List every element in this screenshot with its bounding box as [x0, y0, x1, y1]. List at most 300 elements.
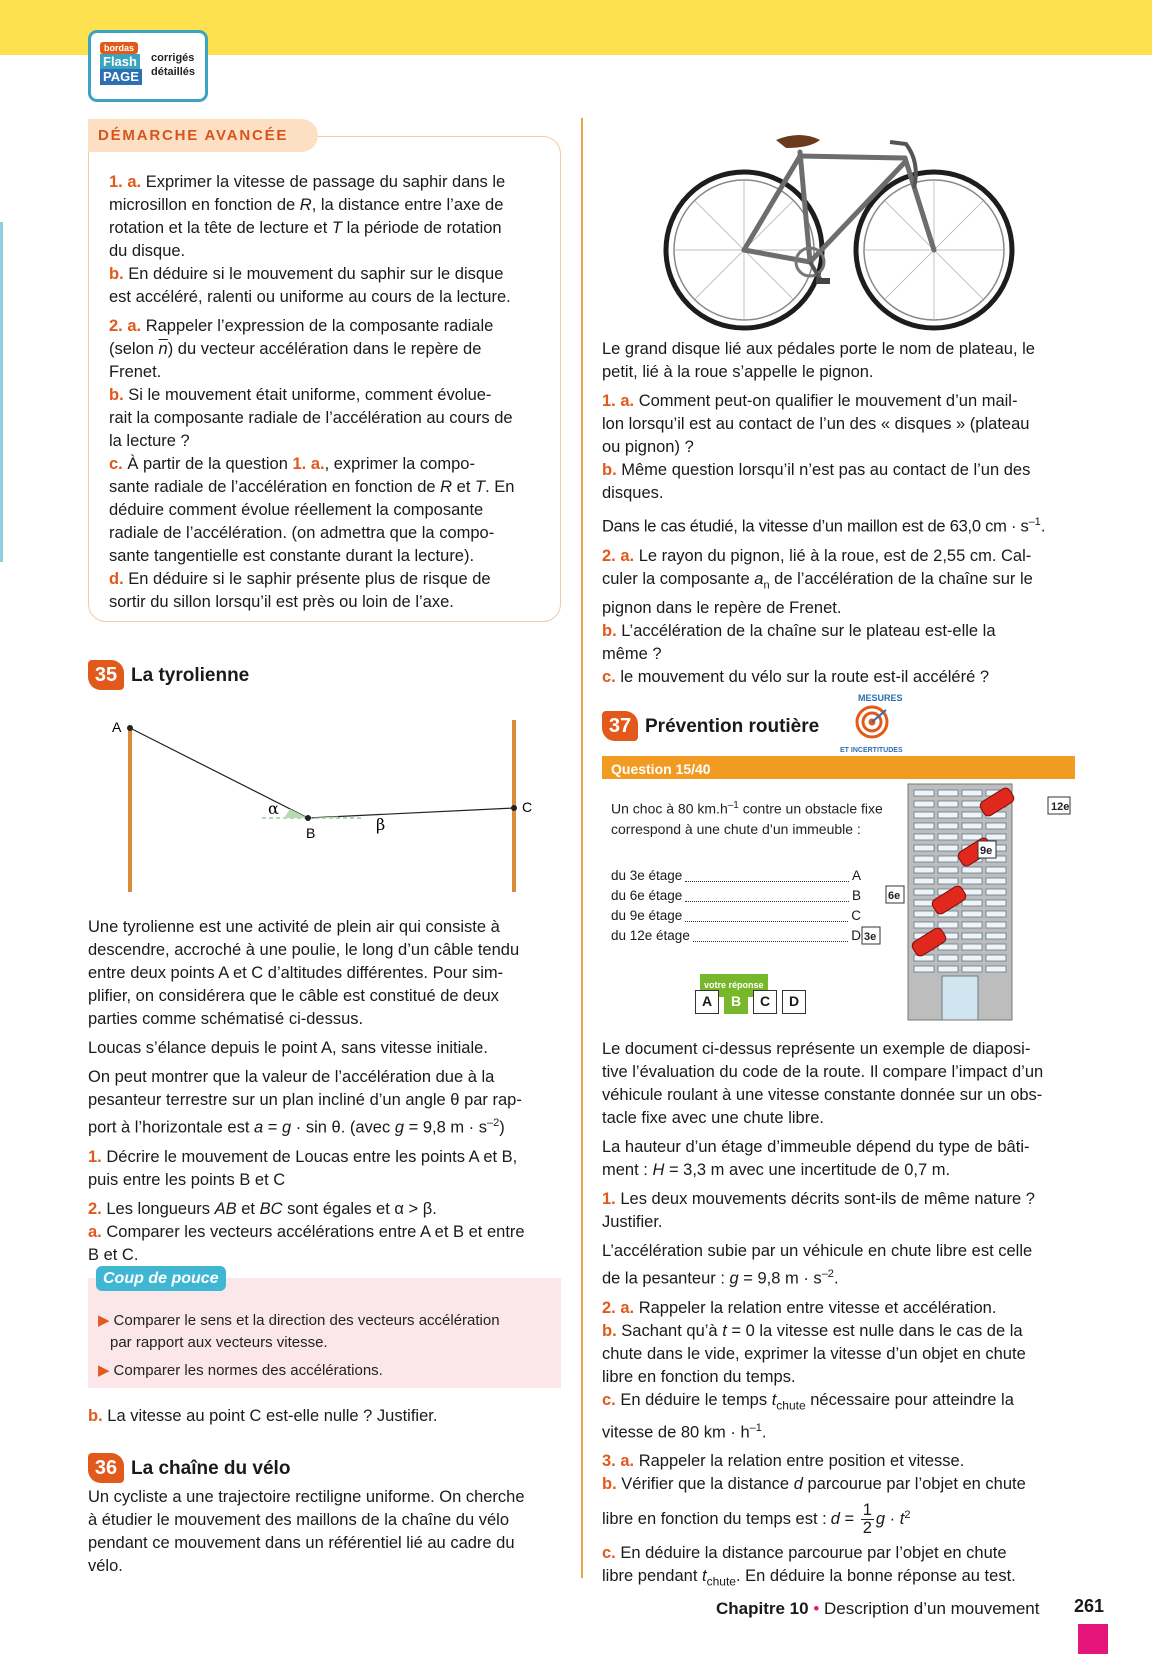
label-c: C: [522, 799, 533, 815]
building-window: [986, 922, 1006, 928]
point-b: [305, 815, 311, 821]
option-text: du 6e étage: [611, 888, 683, 903]
text: disques.: [602, 484, 664, 502]
column-divider: [581, 118, 583, 1578]
building-window: [962, 801, 982, 807]
ex36-q2a: [602, 545, 1075, 620]
text: tive l’évaluation du code de la route. Il compare l’impact d’un: [602, 1063, 1044, 1081]
var: d: [830, 1509, 840, 1528]
tyrolienne-figure: [100, 712, 560, 897]
building-window: [962, 900, 982, 906]
hint-2: [98, 1360, 383, 1382]
demarche-q2b: [109, 384, 539, 453]
building-window: [914, 922, 934, 928]
q-num: 2. a.: [109, 317, 142, 335]
ex35-p2: Loucas s’élance depuis le point A, sans vitesse initiale.: [88, 1039, 488, 1057]
quiz-question: [611, 796, 883, 839]
text: chute dans le vide, exprimer la vitesse d’un objet en chute: [602, 1344, 1026, 1363]
text: ·: [885, 1509, 900, 1528]
building-window: [938, 955, 958, 961]
var: AB: [214, 1199, 237, 1218]
q-num: b.: [109, 265, 124, 283]
ex37-body: [602, 1038, 1075, 1594]
text: Comparer le sens et la direction des vecteurs accélération: [113, 1312, 500, 1329]
building-window: [914, 889, 934, 895]
text: ou pignon) ?: [602, 438, 694, 456]
text: , la distance entre l’axe de: [311, 196, 504, 214]
var: a: [254, 1118, 264, 1137]
var: g: [394, 1118, 405, 1137]
building-window: [986, 878, 1006, 884]
ex37-header: [602, 711, 819, 741]
text: En déduire si le mouvement du saphir sur le disque: [128, 265, 504, 283]
building-window: [938, 834, 958, 840]
exponent: –2: [821, 1268, 834, 1280]
building-window: [986, 823, 1006, 829]
page-footer: [716, 1597, 1039, 1620]
ex36-title: La chaîne du vélo: [131, 1457, 291, 1479]
exponent: 2: [904, 1509, 911, 1522]
ex36-q1b: [602, 459, 1075, 505]
text: À partir de la question: [127, 455, 293, 473]
ex37-q2a: [602, 1297, 1075, 1320]
q-num: 2.: [88, 1199, 102, 1218]
text: B et C.: [88, 1245, 139, 1264]
q-num: b.: [602, 1475, 617, 1494]
text: libre en fonction du temps.: [602, 1367, 796, 1386]
ex36-number: 36: [88, 1453, 124, 1483]
text: de la pesanteur :: [602, 1269, 730, 1288]
building-window: [914, 867, 934, 873]
exponent: –1: [727, 800, 739, 811]
answer-box-d[interactable]: D: [782, 990, 806, 1014]
text: = 0 la vitesse est nulle dans le cas de la: [726, 1321, 1023, 1340]
ex36-p3: [602, 511, 1075, 539]
option-letter: C: [851, 908, 861, 923]
point-a: [127, 725, 133, 731]
text: Frenet.: [109, 363, 162, 381]
building-illustration: [864, 784, 1074, 1021]
building-window: [914, 955, 934, 961]
text: même ?: [602, 644, 662, 663]
building-window: [938, 878, 958, 884]
text: radiale de l’accélération. (on admettra que la compo-: [109, 524, 495, 542]
building-window: [938, 922, 958, 928]
text: culer la composante: [602, 569, 755, 588]
footer-chapter: Chapitre 10: [716, 1599, 809, 1618]
badge-top-text: MESURES: [858, 693, 903, 703]
building-window: [938, 823, 958, 829]
var: t: [702, 1567, 707, 1586]
building-window: [986, 867, 1006, 873]
text: Dans le cas étudié, la vitesse d’un maillon est de 63,0 cm · s: [602, 517, 1029, 536]
q-num: 1.: [602, 1190, 616, 1208]
var: t: [899, 1509, 905, 1528]
text: Si le mouvement était uniforme, comment évolue-: [128, 386, 492, 404]
text: Le grand disque lié aux pédales porte le nom de plateau, le: [602, 340, 1035, 358]
text: libre pendant: [602, 1567, 702, 1586]
text: (selon: [109, 340, 159, 358]
q-num: b.: [602, 461, 617, 479]
building-window: [938, 845, 958, 851]
text: . En déduire la bonne réponse au test.: [735, 1567, 1016, 1586]
floor-9-label: 9e: [980, 845, 993, 857]
text: rait la composante radiale de l’accélération au cours de: [109, 409, 513, 427]
text: vitesse de 80 km · h: [602, 1423, 750, 1442]
bike-frame: [744, 152, 934, 262]
demarche-box: [88, 127, 561, 622]
text: et: [452, 478, 475, 496]
label-a: A: [112, 719, 122, 735]
quiz-header: Question 15/40: [602, 756, 1075, 779]
q-num: a.: [88, 1222, 102, 1241]
text: pignon dans le repère de Frenet.: [602, 598, 842, 617]
margin-strip: [0, 222, 3, 562]
q-num: c.: [109, 455, 123, 473]
text: ment :: [602, 1161, 653, 1179]
building-window: [962, 878, 982, 884]
saddle: [776, 135, 820, 148]
text: est accéléré, ralenti ou uniforme au cours de la lecture.: [109, 288, 511, 306]
option-text: du 12e étage: [611, 928, 690, 943]
ex37-p2: [602, 1136, 1075, 1182]
building-window: [962, 834, 982, 840]
ex36-p2: [602, 338, 1075, 384]
building-window: [986, 966, 1006, 972]
subscript: n: [763, 578, 770, 591]
exponent: –1: [749, 1421, 762, 1434]
text: sante radiale de l’accélération en fonction de: [109, 478, 441, 496]
ex37-q2c: [602, 1389, 1075, 1445]
ex36-q2c: [602, 666, 1075, 689]
text: nécessaire pour atteindre la: [805, 1390, 1014, 1409]
text: par rapport aux vecteurs vitesse.: [110, 1334, 328, 1351]
text: Le rayon du pignon, lié à la roue, est de 2,55 cm. Cal-: [638, 546, 1032, 565]
q-num: 3. a.: [602, 1452, 635, 1471]
text: Comparer les vecteurs accélérations entre A et B et entre: [106, 1222, 525, 1241]
building-window: [962, 933, 982, 939]
var: t: [771, 1390, 777, 1409]
text: sortir du sillon lorsqu’il est près ou loin de l’axe.: [109, 593, 454, 611]
text: la lecture ?: [109, 432, 190, 450]
demarche-content: [109, 171, 539, 614]
building-window: [962, 922, 982, 928]
building-window: [914, 834, 934, 840]
text: libre en fonction du temps est :: [602, 1509, 827, 1528]
building-window: [962, 966, 982, 972]
building-window: [938, 801, 958, 807]
text: Les longueurs: [106, 1199, 215, 1218]
ex36-header: [88, 1453, 290, 1483]
ex36-body: [602, 338, 1075, 689]
building-window: [914, 845, 934, 851]
footer-title: Description d’un mouvement: [824, 1599, 1040, 1618]
q-num: 1. a.: [602, 392, 635, 410]
text: véhicule roulant à une vitesse constante donnée sur un obs-: [602, 1086, 1043, 1104]
ex36-q2b: [602, 620, 1075, 666]
demarche-tag: DÉMARCHE AVANCÉE: [88, 119, 318, 152]
building-window: [914, 966, 934, 972]
bullet-triangle-icon: ▶: [98, 1362, 110, 1379]
text: L’accélération de la chaîne sur le plateau est-elle la: [621, 621, 996, 640]
text: , exprimer la compo-: [324, 455, 475, 473]
text: .: [761, 1423, 767, 1442]
q-num: b.: [88, 1407, 103, 1425]
mesures-incertitudes-badge: [838, 688, 906, 756]
subscript: chute: [776, 1397, 806, 1412]
option-letter: A: [851, 868, 861, 883]
building-window: [986, 944, 1006, 950]
building-window: [914, 812, 934, 818]
fraction-denominator: 2: [862, 1518, 872, 1537]
text: descendre, accroché à une poulie, le long d’un câble tendu: [88, 941, 520, 959]
text: Rappeler la relation entre position et vitesse.: [638, 1452, 965, 1471]
building-window: [962, 812, 982, 818]
answer-box-c[interactable]: C: [753, 990, 777, 1014]
text: Rappeler la relation entre vitesse et accélération.: [638, 1298, 997, 1317]
text: lon lorsqu’il est au contact de l’un des « disques » (plateau: [602, 415, 1030, 433]
bicycle-image: [660, 122, 1020, 340]
building-window: [986, 911, 1006, 917]
text: Rappeler l’expression de la composante radiale: [145, 317, 494, 335]
text: à étudier le mouvement des maillons de la chaîne du vélo: [88, 1511, 509, 1529]
quiz-option-d: [611, 924, 861, 947]
q-num: c.: [602, 1544, 616, 1563]
text: .: [833, 1269, 839, 1288]
text: La vitesse au point C est-elle nulle ? Justifier.: [107, 1407, 438, 1425]
answer-box-b[interactable]: B: [724, 990, 748, 1014]
q-num: d.: [109, 570, 124, 588]
fraction-numerator: 1: [862, 1500, 872, 1519]
free-fall-equation: [602, 1496, 1075, 1542]
text: sont égales et α > β.: [282, 1199, 437, 1218]
logo-page: PAGE: [100, 69, 142, 85]
building-window: [962, 955, 982, 961]
label-beta: β: [376, 815, 386, 834]
text: =: [839, 1509, 859, 1528]
building-window: [938, 856, 958, 862]
text: parcourue par l’objet en chute: [802, 1475, 1026, 1494]
text: Comment peut-on qualifier le mouvement d’un mail-: [638, 392, 1018, 410]
floor-12-label: 12e: [1051, 801, 1070, 813]
building-window: [914, 911, 934, 917]
flash-page-logo[interactable]: [88, 30, 208, 102]
q-num: 2. a.: [602, 1298, 635, 1317]
building-window: [914, 790, 934, 796]
page-number: 261: [1074, 1596, 1105, 1616]
ex36-intro: [88, 1486, 561, 1578]
text: le mouvement du vélo sur la route est-il accéléré ?: [620, 667, 990, 686]
var: BC: [259, 1199, 283, 1218]
text: Sachant qu’à: [621, 1321, 723, 1340]
ex37-q3b: [602, 1473, 1075, 1542]
var: R: [299, 196, 312, 214]
ex35-qa: [88, 1221, 561, 1267]
text: pendant ce mouvement dans un référentiel lié au cadre du: [88, 1534, 515, 1552]
logo-corriges-line1: corrigés: [151, 52, 195, 64]
text: correspond à une chute d’un immeuble :: [611, 820, 861, 837]
q-num: c.: [602, 667, 616, 686]
text: ) du vecteur accélération dans le repère de: [167, 340, 482, 358]
page-corner-tab: [1078, 1624, 1108, 1654]
text: Un choc à 80 km.h: [611, 800, 728, 817]
ex35-q1: [88, 1146, 561, 1192]
fraction: [861, 1502, 874, 1537]
text: =: [263, 1118, 283, 1137]
text: plifier, on considérera que le câble est constitué de deux: [88, 987, 499, 1005]
ex35-qb: [88, 1405, 561, 1428]
exponent: –1: [1028, 516, 1041, 528]
text: · sin θ. (avec: [291, 1118, 395, 1137]
footer-bullet: •: [813, 1599, 820, 1618]
demarche-q1a: [109, 171, 539, 263]
text: Exprimer la vitesse de passage du saphir dans le: [145, 173, 506, 191]
text: En déduire le temps: [620, 1390, 772, 1409]
q-num: b.: [109, 386, 124, 404]
text: = 9,8 m · s: [404, 1118, 487, 1137]
building-window: [986, 933, 1006, 939]
text: pesanteur terrestre sur un plan incliné d’un angle θ par rap-: [88, 1091, 522, 1109]
floor-6-label: 6e: [888, 890, 901, 902]
ex35-p1: [88, 916, 561, 1031]
ex35-title: La tyrolienne: [131, 664, 250, 686]
building-window: [962, 790, 982, 796]
var: H: [652, 1161, 665, 1179]
exponent: –2: [487, 1117, 500, 1129]
text: contre un obstacle fixe: [738, 800, 883, 817]
ex37-title: Prévention routière: [645, 715, 820, 737]
ex37-q3c: [602, 1542, 1075, 1593]
alpha-angle-mark: [284, 809, 308, 818]
text: de l’accélération de la chaîne sur le: [769, 569, 1033, 588]
text: Même question lorsqu’il n’est pas au contact de l’un des: [621, 461, 1031, 479]
var: g: [875, 1509, 886, 1528]
q-num: 1.: [88, 1147, 102, 1166]
text: Une tyrolienne est une activité de plein air qui consiste à: [88, 918, 500, 936]
text: port à l’horizontale est: [88, 1118, 255, 1137]
ex35-p3: [88, 1066, 561, 1140]
option-letter: D: [851, 928, 861, 943]
building-door: [942, 976, 978, 1020]
text: = 9,8 m · s: [738, 1269, 822, 1288]
q-num: b.: [602, 621, 617, 640]
ex36-q1a: [602, 390, 1075, 459]
option-text: du 9e étage: [611, 908, 683, 923]
text: microsillon en fonction de: [109, 196, 300, 214]
building-window: [986, 834, 1006, 840]
text: .: [1040, 517, 1046, 536]
text: Les deux mouvements décrits sont-ils de même nature ?: [620, 1190, 1035, 1208]
text: L’accélération subie par un véhicule en chute libre est celle: [602, 1242, 1033, 1260]
building-window: [962, 867, 982, 873]
building-window: [914, 823, 934, 829]
ex37-number: 37: [602, 711, 638, 741]
text: Comparer les normes des accélérations.: [113, 1362, 383, 1379]
text: ): [499, 1118, 505, 1137]
text: du disque.: [109, 242, 186, 260]
text: . En: [485, 478, 515, 496]
ex35-body: [88, 916, 561, 1267]
logo-bordas: bordas: [100, 42, 138, 54]
demarche-q1b: [109, 263, 539, 309]
var: d: [793, 1475, 803, 1494]
building-window: [986, 900, 1006, 906]
building-window: [914, 878, 934, 884]
demarche-q2d: [109, 568, 539, 614]
text: la période de rotation: [341, 219, 502, 237]
text: En déduire si le saphir présente plus de risque de: [128, 570, 491, 588]
text: vélo.: [88, 1557, 123, 1575]
answer-box-a[interactable]: A: [695, 990, 719, 1014]
building-window: [962, 823, 982, 829]
building-window: [938, 966, 958, 972]
ex35-number: 35: [88, 660, 124, 690]
text: et: [236, 1199, 260, 1218]
text: puis entre les points B et C: [88, 1170, 286, 1189]
text: La hauteur d’un étage d’immeuble dépend du type de bâti-: [602, 1138, 1030, 1156]
building-window: [938, 944, 958, 950]
hint-1: [98, 1310, 500, 1354]
label-b: B: [306, 825, 316, 841]
q-num: b.: [602, 1321, 617, 1340]
text: entre deux points A et C d’altitudes différentes. Pour sim-: [88, 964, 504, 982]
ex37-q3a: [602, 1450, 1075, 1473]
text: rotation et la tête de lecture et: [109, 219, 332, 237]
text: Le document ci-dessus représente un exemple de diaposi-: [602, 1040, 1031, 1058]
badge-bottom-text: ET INCERTITUDES: [840, 747, 903, 754]
text: déduire comment évolue réellement la composante: [109, 501, 484, 519]
var: g: [282, 1118, 292, 1137]
text: On peut montrer que la valeur de l’accélération due à la: [88, 1068, 495, 1086]
building-window: [938, 867, 958, 873]
bullet-triangle-icon: ▶: [98, 1312, 110, 1329]
logo-flash: Flash: [100, 54, 140, 69]
option-text: du 3e étage: [611, 868, 683, 883]
demarche-q2a: [109, 315, 539, 384]
ex35-header: [88, 660, 249, 690]
building-window: [938, 790, 958, 796]
building-window: [962, 911, 982, 917]
building-window: [914, 856, 934, 862]
text: = 3,3 m avec une incertitude de 0,7 m.: [664, 1161, 951, 1179]
var: a: [754, 569, 764, 588]
logo-corriges: [151, 51, 195, 79]
vector-n: $\overline{n}$: [158, 340, 168, 358]
var: T: [331, 219, 342, 237]
text: Décrire le mouvement de Loucas entre les points A et B,: [106, 1147, 518, 1166]
floor-3-label: 3e: [864, 931, 877, 943]
building-window: [938, 812, 958, 818]
building-window: [986, 955, 1006, 961]
ex35-q2: [88, 1198, 561, 1221]
votre-reponse-label: votre réponse: [700, 974, 768, 997]
text: tacle fixe avec une chute libre.: [602, 1109, 824, 1127]
building-window: [914, 801, 934, 807]
ex37-q2b: [602, 1320, 1075, 1389]
text: Justifier.: [602, 1213, 663, 1231]
q-num: 2. a.: [602, 546, 635, 565]
var: R: [440, 478, 453, 496]
demarche-q2c: [109, 453, 539, 568]
subscript: chute: [706, 1574, 736, 1589]
q-ref: 1. a.: [292, 455, 325, 473]
option-letter: B: [851, 888, 861, 903]
cable-ab: [130, 728, 308, 818]
building-window: [986, 889, 1006, 895]
coup-de-pouce-title: Coup de pouce: [96, 1266, 226, 1291]
logo-corriges-line2: détaillés: [151, 66, 196, 78]
var: T: [475, 478, 486, 496]
